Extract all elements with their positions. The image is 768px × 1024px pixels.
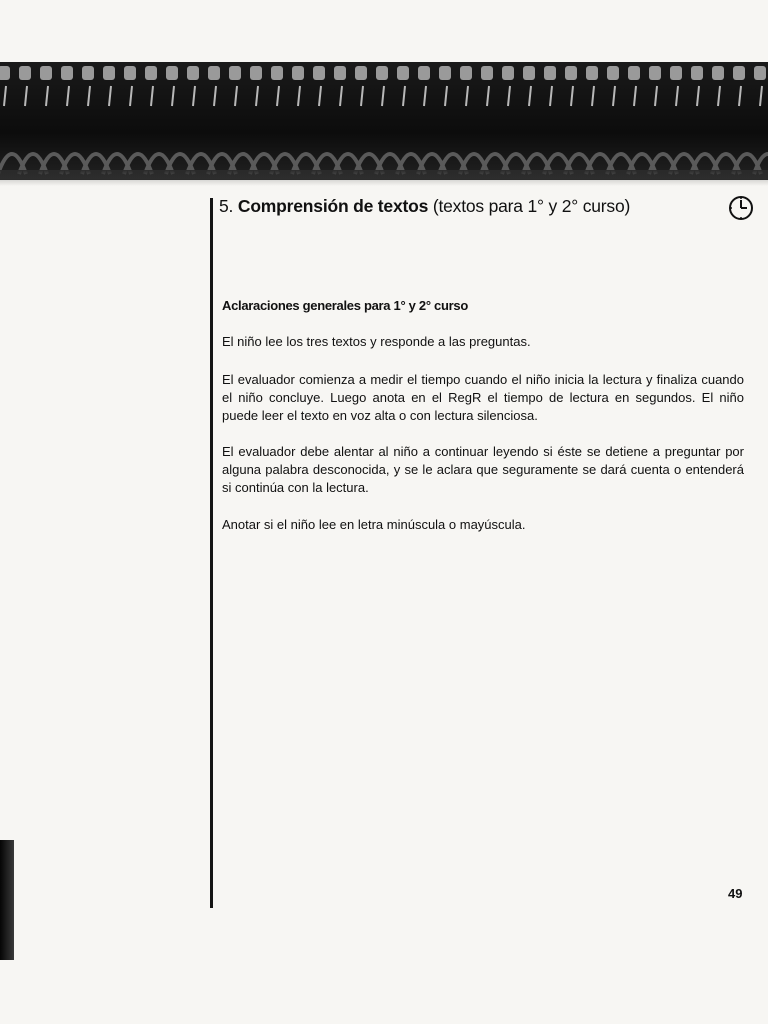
margin-rule bbox=[210, 198, 213, 908]
coil-loop bbox=[334, 66, 362, 174]
coil-loop bbox=[628, 66, 656, 174]
general-notes-title: Aclaraciones generales para 1° y 2° curso bbox=[222, 298, 468, 313]
section-title: Comprensión de textos bbox=[237, 196, 429, 216]
paragraph-2: El evaluador comienza a medir el tiempo cuando el niño inicia la lectura y finaliza cuando el niño concluye. Luego anota en el RegR el tiempo de lectura en segundos. El niño puede leer el texto en voz alta o con lectura silenciosa. bbox=[222, 372, 744, 423]
coil-loop bbox=[145, 66, 173, 174]
coil-loop bbox=[502, 66, 530, 174]
coil-loop bbox=[82, 66, 110, 174]
coil-loop bbox=[649, 66, 677, 174]
binding-shadow bbox=[0, 170, 768, 186]
coil-loop bbox=[61, 66, 89, 174]
paragraph-1: El niño lee los tres textos y responde a las preguntas. bbox=[222, 334, 531, 349]
coil-loop bbox=[103, 66, 131, 174]
coil-loop bbox=[733, 66, 761, 174]
coil-loop bbox=[607, 66, 635, 174]
coil-loop bbox=[208, 66, 236, 174]
coil-loop bbox=[166, 66, 194, 174]
coil-loop bbox=[754, 66, 768, 174]
coil-loop bbox=[481, 66, 509, 174]
coil-loop bbox=[544, 66, 572, 174]
coil-loop bbox=[250, 66, 278, 174]
coil-loop bbox=[439, 66, 467, 174]
coil-loop bbox=[292, 66, 320, 174]
coil-loop bbox=[124, 66, 152, 174]
coil-loop bbox=[523, 66, 551, 174]
section-heading bbox=[219, 196, 630, 217]
coil-loop bbox=[691, 66, 719, 174]
page-number: 49 bbox=[728, 886, 743, 901]
section-subtitle: (textos para 1° y 2° curso) bbox=[432, 196, 631, 216]
coil-loop bbox=[313, 66, 341, 174]
paragraph-3: El evaluador debe alentar al niño a continuar leyendo si éste se detiene a preguntar por alguna palabra desconocida, y se le aclara que seguramente se dará cuenta o entenderá si continúa con la lectura. bbox=[222, 444, 744, 495]
section-number: 5. bbox=[219, 196, 234, 216]
coil-loop bbox=[586, 66, 614, 174]
coil-loop bbox=[271, 66, 299, 174]
coil-loop bbox=[397, 66, 425, 174]
coil-loop bbox=[40, 66, 68, 174]
coil-loop bbox=[712, 66, 740, 174]
clock-icon bbox=[727, 194, 755, 222]
coil-loop bbox=[460, 66, 488, 174]
coil-loop bbox=[187, 66, 215, 174]
spiral-binding bbox=[0, 62, 768, 180]
coil-loop bbox=[565, 66, 593, 174]
coil-loop bbox=[0, 66, 26, 174]
page-edge-shadow bbox=[0, 840, 14, 960]
coil-loop bbox=[418, 66, 446, 174]
coil-loop bbox=[19, 66, 47, 174]
paragraph-4: Anotar si el niño lee en letra minúscula o mayúscula. bbox=[222, 517, 526, 532]
coil-loop bbox=[376, 66, 404, 174]
coil-loop bbox=[229, 66, 257, 174]
spiral-coils bbox=[0, 62, 768, 180]
coil-loop bbox=[355, 66, 383, 174]
coil-loop bbox=[670, 66, 698, 174]
